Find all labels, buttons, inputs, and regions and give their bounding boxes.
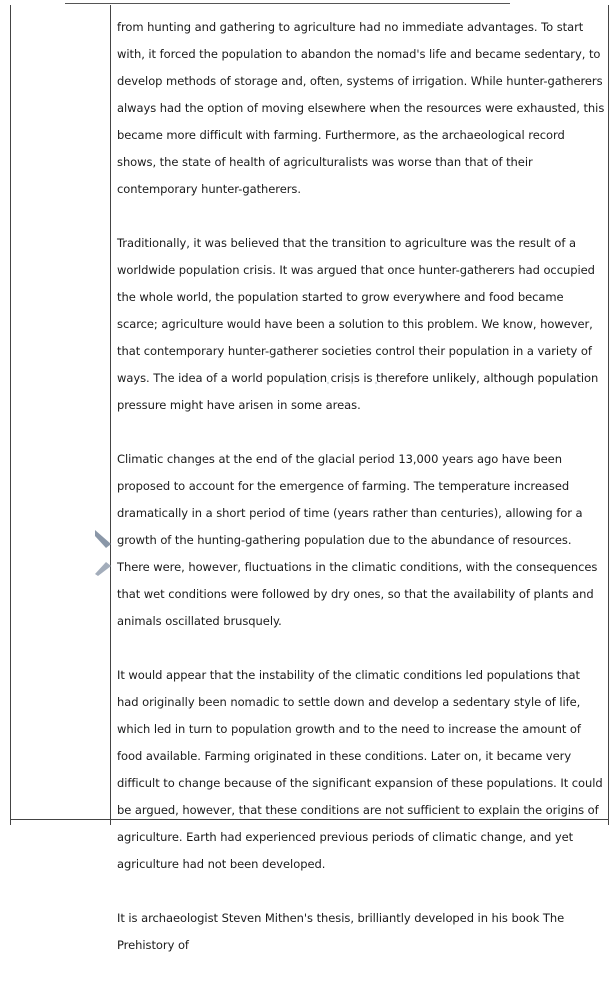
paragraph-4: It would appear that the instability of the climatic conditions led populations that had originally been nomadic to settle down and develop a sedentary style of life, which led in turn to population growth and to the need to increase the amount of food available. Farming originated in these conditions. Later on, it became very difficult to change because of the significant expansion of these populations. It could be argued, however, that these conditions are not sufficient to explain the origins of agriculture. Earth had experienced previous periods of climatic change, and yet agriculture had not been developed. [117, 668, 603, 871]
paragraph-2: Traditionally, it was believed that the transition to agriculture was the result of a worldwide population crisis. It was argued that once hunter-gatherers had occupied the whole world, the population started to grow everywhere and food became scarce; agriculture would have been a solution to this problem. We know, however, that contemporary hunter-gatherer societies control their population in a variety of ways. The idea of a world population crisis is therefore unlikely, although population pressure might have arisen in some areas. [117, 236, 599, 412]
document-body [117, 14, 605, 986]
top-rule [65, 3, 510, 4]
margin-divider [110, 5, 111, 825]
paragraph-1: from hunting and gathering to agriculture had no immediate advantages. To start with, it forced the population to abandon the nomad's life and became sedentary, to develop methods of storage and, often, systems of irrigation. While hunter-gatherers always had the option of moving elsewhere when the resources were exhausted, this became more difficult with farming. Furthermore, as the archaeological record shows, the state of health of agriculturalists was worse than that of their contemporary hunter-gatherers. [117, 20, 605, 196]
right-border [608, 5, 609, 825]
paragraph-5: It is archaeologist Steven Mithen's thesis, brilliantly developed in his book The Prehistory of [117, 911, 565, 952]
paragraph-3: Climatic changes at the end of the glacial period 13,000 years ago have been proposed to account for the emergence of farming. The temperature increased dramatically in a short period of time (years rather than centuries), allowing for a growth of the hunting-gathering population due to the abundance of resources. There were, however, fluctuations in the climatic conditions, with the consequences that wet conditions were followed by dry ones, so that the availability of plants and animals oscillated brusquely. [117, 452, 598, 628]
left-border [10, 5, 11, 825]
